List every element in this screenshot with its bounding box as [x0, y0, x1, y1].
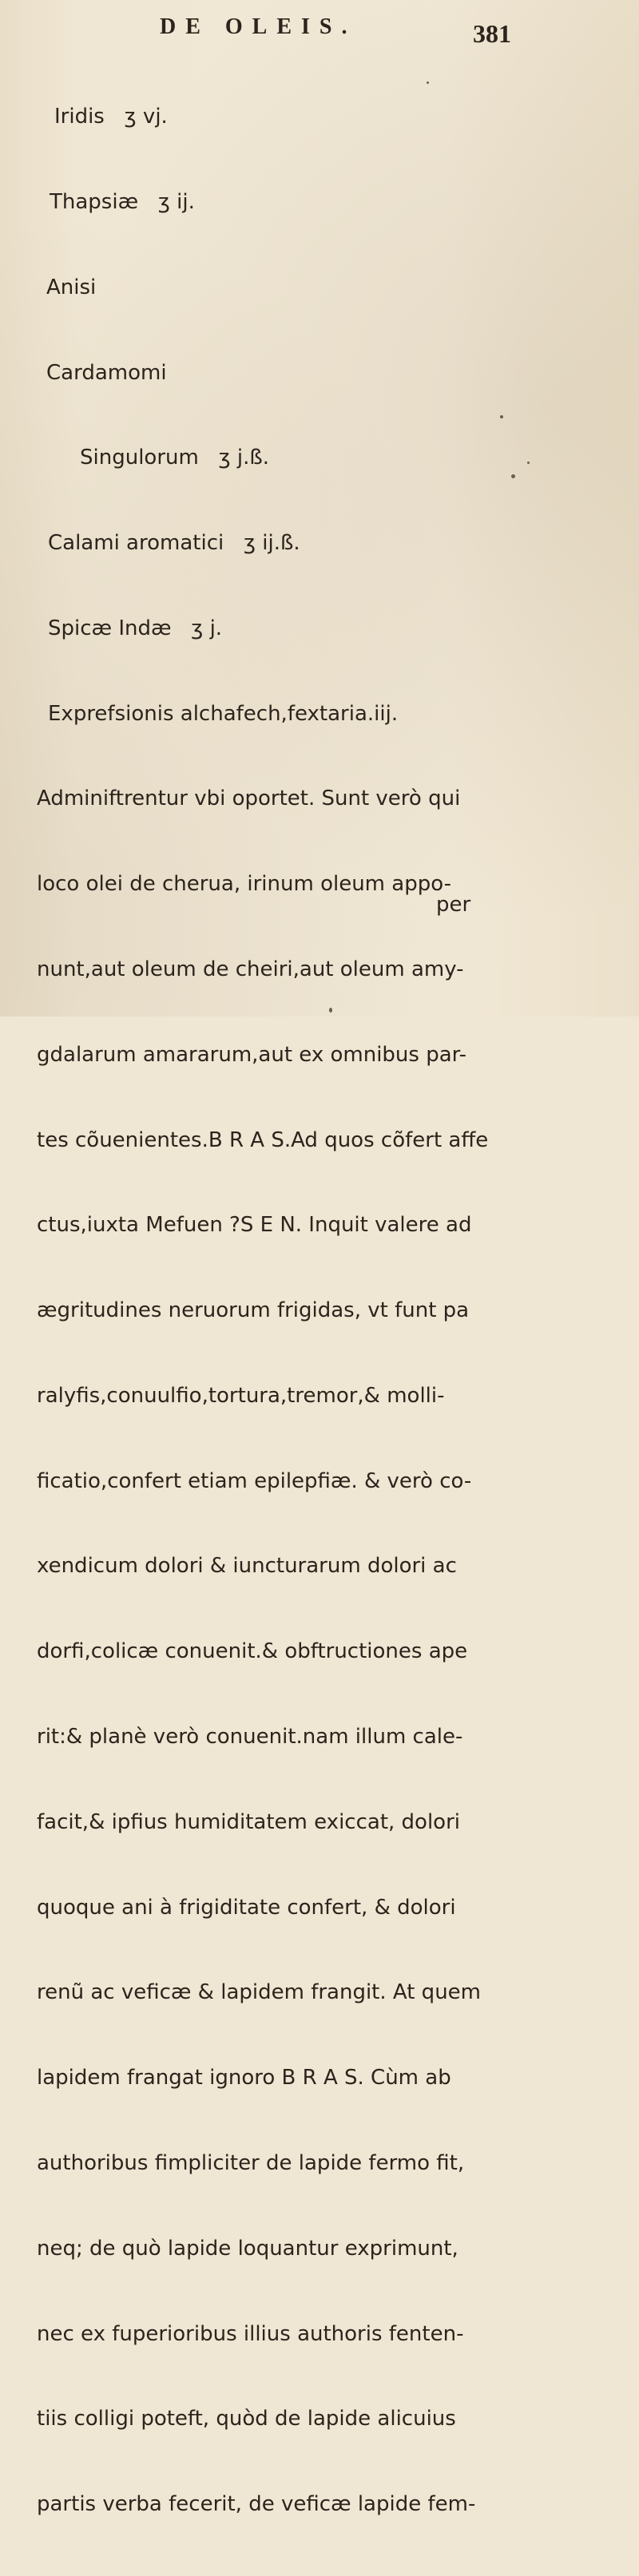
- text-line: loco olei de cherua, irinum oleum appo-: [37, 872, 451, 897]
- ink-speck: [500, 415, 503, 418]
- text-line: ctus,iuxta Mefuen ?S E N. Inquit valere ad: [37, 1213, 472, 1238]
- text-line: Thapsiæ ʒ ij.: [50, 189, 195, 214]
- text-line: ralyfis,conuulfio,tortura,tremor,& molli-: [37, 1383, 445, 1408]
- ink-speck: [427, 81, 429, 84]
- text-line: Calami aromatici ʒ ij.ß.: [48, 531, 300, 556]
- text-line: tes cõuenientes.B R A S.Ad quos cõfert affe: [37, 1127, 489, 1152]
- text-line: authoribus fimpliciter de lapide fermo fit,: [37, 2150, 465, 2175]
- text-line: Singulorum ʒ j.ß.: [80, 446, 270, 470]
- running-head: DE OLEIS.: [160, 14, 357, 39]
- text-line: partis verba fecerit, de veficæ lapide fem-: [37, 2492, 476, 2517]
- body-text: [37, 46, 548, 2576]
- text-line: quoque ani à frigiditate confert, & dolori: [37, 1895, 456, 1920]
- text-line: Cardamomi: [46, 360, 167, 385]
- ink-speck: [527, 462, 530, 464]
- text-line: rit:& planè verò conuenit.nam illum cale-: [37, 1725, 463, 1750]
- text-line: Spicæ Indæ ʒ j.: [48, 616, 223, 640]
- text-line: Iridis ʒ vj.: [54, 105, 168, 129]
- catchword: per: [436, 893, 471, 917]
- text-line: nunt,aut oleum de cheiri,aut oleum amy-: [37, 957, 464, 981]
- text-line: Anisi: [46, 275, 97, 299]
- text-line: neq; de quò lapide loquantur exprimunt,: [37, 2236, 458, 2261]
- ink-speck: [329, 1008, 332, 1013]
- text-line: nec ex fuperioribus illius authoris fenten-: [37, 2321, 464, 2346]
- text-line: Exprefsionis alchafech,fextaria.iij.: [48, 701, 399, 726]
- ink-speck: [511, 474, 515, 478]
- page-number: 381: [473, 19, 511, 48]
- text-line: lapidem frangat ignoro B R A S. Cùm ab: [37, 2066, 451, 2091]
- text-line: Adminiftrentur vbi oportet. Sunt verò qui: [37, 787, 461, 811]
- text-line: renũ ac veficæ & lapidem frangit. At quem: [37, 1980, 481, 2005]
- text-line: ægritudines neruorum frigidas, vt funt pa: [37, 1298, 470, 1323]
- text-line: facit,& ipfius humiditatem exiccat, dolori: [37, 1809, 460, 1834]
- text-line: xendicum dolori & iuncturarum dolori ac: [37, 1554, 457, 1579]
- text-line: tiis colligi poteft, quòd de lapide alicuius: [37, 2407, 456, 2431]
- text-line: gdalarum amararum,aut ex omnibus par-: [37, 1042, 467, 1067]
- text-line: ficatio,confert etiam epilepfiæ. & verò co-: [37, 1468, 472, 1493]
- text-line: dorfi,colicæ conuenit.& obftructiones ape: [37, 1639, 468, 1664]
